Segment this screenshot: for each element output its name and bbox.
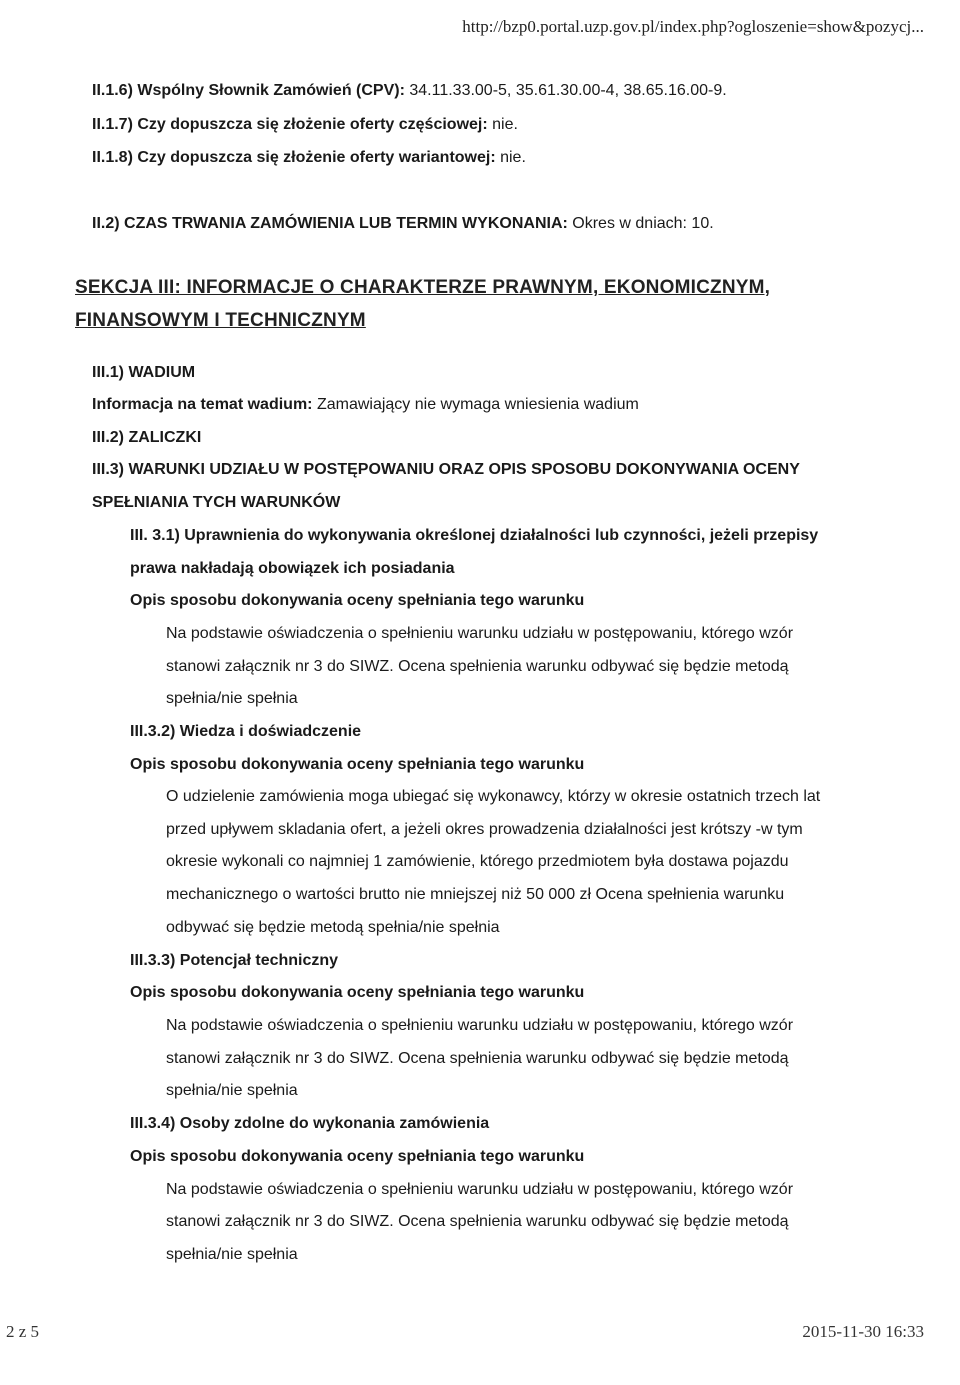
wadium-line — [92, 395, 639, 415]
potencjal-text-line3: spełnia/nie spełnia — [166, 1082, 298, 1099]
osoby-text-line2: stanowi załącznik nr 3 do SIWZ. Ocena spełnienia warunku odbywać się będzie metodą — [166, 1213, 789, 1230]
osoby-text-line3: spełnia/nie spełnia — [166, 1246, 298, 1263]
opis-label: Opis sposobu dokonywania oceny spełniania tego warunku — [130, 1148, 585, 1165]
partial-offer-label: II.1.7) Czy dopuszcza się złożenie oferty częściowej: — [92, 116, 488, 133]
potencjal-text-line1: Na podstawie oświadczenia o spełnieniu warunku udziału w postępowaniu, którego wzór — [166, 1017, 794, 1034]
uprawnienia-heading-line1: III. 3.1) Uprawnienia do wykonywania określonej działalności lub czynności, jeżeli przepisy — [130, 527, 819, 544]
opis-label: Opis sposobu dokonywania oceny spełniania tego warunku — [130, 984, 585, 1001]
cpv-value: 34.11.33.00-5, 35.61.30.00-4, 38.65.16.00-9. — [404, 82, 727, 99]
uprawnienia-text-line3: spełnia/nie spełnia — [166, 690, 298, 707]
uprawnienia-text-line1: Na podstawie oświadczenia o spełnieniu warunku udziału w postępowaniu, którego wzór — [166, 625, 794, 642]
section-3-title-line1: SEKCJA III: INFORMACJE O CHARAKTERZE PRAWNYM, EKONOMICZNYM, — [75, 277, 771, 298]
potencjal-heading: III.3.3) Potencjał techniczny — [130, 952, 339, 969]
duration-value: Okres w dniach: 10. — [567, 215, 714, 232]
wadium-label: Informacja na temat wadium: — [92, 396, 313, 413]
wiedza-text-line5: odbywać się będzie metodą spełnia/nie spełnia — [166, 919, 500, 936]
cpv-label: II.1.6) Wspólny Słownik Zamówień (CPV): — [92, 82, 405, 99]
duration-label: II.2) CZAS TRWANIA ZAMÓWIENIA LUB TERMIN WYKONANIA: — [92, 215, 568, 232]
wadium-heading: III.1) WADIUM — [92, 364, 196, 381]
wiedza-text-line4: mechanicznego o wartości brutto nie mniejszej niż 50 000 zł Ocena spełnienia warunku — [166, 886, 785, 903]
variant-offer-line — [92, 148, 526, 168]
page-url: http://bzp0.portal.uzp.gov.pl/index.php?ogloszenie=show&pozycj... — [462, 17, 924, 36]
wadium-value: Zamawiający nie wymaga wniesienia wadium — [312, 396, 639, 413]
uprawnienia-heading-line2: prawa nakładają obowiązek ich posiadania — [130, 560, 455, 577]
page-number: 2 z 5 — [6, 1322, 40, 1341]
opis-label: Opis sposobu dokonywania oceny spełniania tego warunku — [130, 756, 585, 773]
partial-offer-value: nie. — [487, 116, 518, 133]
wiedza-text-line1: O udzielenie zamówienia moga ubiegać się wykonawcy, którzy w okresie ostatnich trzech lat — [166, 788, 821, 805]
osoby-text-line1: Na podstawie oświadczenia o spełnieniu warunku udziału w postępowaniu, którego wzór — [166, 1181, 794, 1198]
zaliczki-heading: III.2) ZALICZKI — [92, 429, 202, 446]
variant-offer-label: II.1.8) Czy dopuszcza się złożenie oferty wariantowej: — [92, 149, 496, 166]
uprawnienia-text-line2: stanowi załącznik nr 3 do SIWZ. Ocena spełnienia warunku odbywać się będzie metodą — [166, 658, 789, 675]
wiedza-text-line2: przed upływem skladania ofert, a jeżeli okres prowadzenia działalności jest krótszy -w tym — [166, 821, 803, 838]
cpv-line — [92, 81, 727, 101]
wiedza-heading: III.3.2) Wiedza i doświadczenie — [130, 723, 362, 740]
print-datetime: 2015-11-30 16:33 — [802, 1322, 924, 1341]
warunki-heading-line2: SPEŁNIANIA TYCH WARUNKÓW — [92, 494, 341, 511]
warunki-heading-line1: III.3) WARUNKI UDZIAŁU W POSTĘPOWANIU ORAZ OPIS SPOSOBU DOKONYWANIA OCENY — [92, 461, 800, 478]
wiedza-text-line3: okresie wykonali co najmniej 1 zamówienie, którego przedmiotem była dostawa pojazdu — [166, 853, 789, 870]
potencjal-text-line2: stanowi załącznik nr 3 do SIWZ. Ocena spełnienia warunku odbywać się będzie metodą — [166, 1050, 789, 1067]
variant-offer-value: nie. — [495, 149, 526, 166]
section-3-title-line2: FINANSOWYM I TECHNICZNYM — [75, 310, 366, 331]
osoby-heading: III.3.4) Osoby zdolne do wykonania zamówienia — [130, 1115, 490, 1132]
opis-label: Opis sposobu dokonywania oceny spełniania tego warunku — [130, 592, 585, 609]
partial-offer-line — [92, 115, 518, 135]
duration-line — [92, 214, 714, 234]
